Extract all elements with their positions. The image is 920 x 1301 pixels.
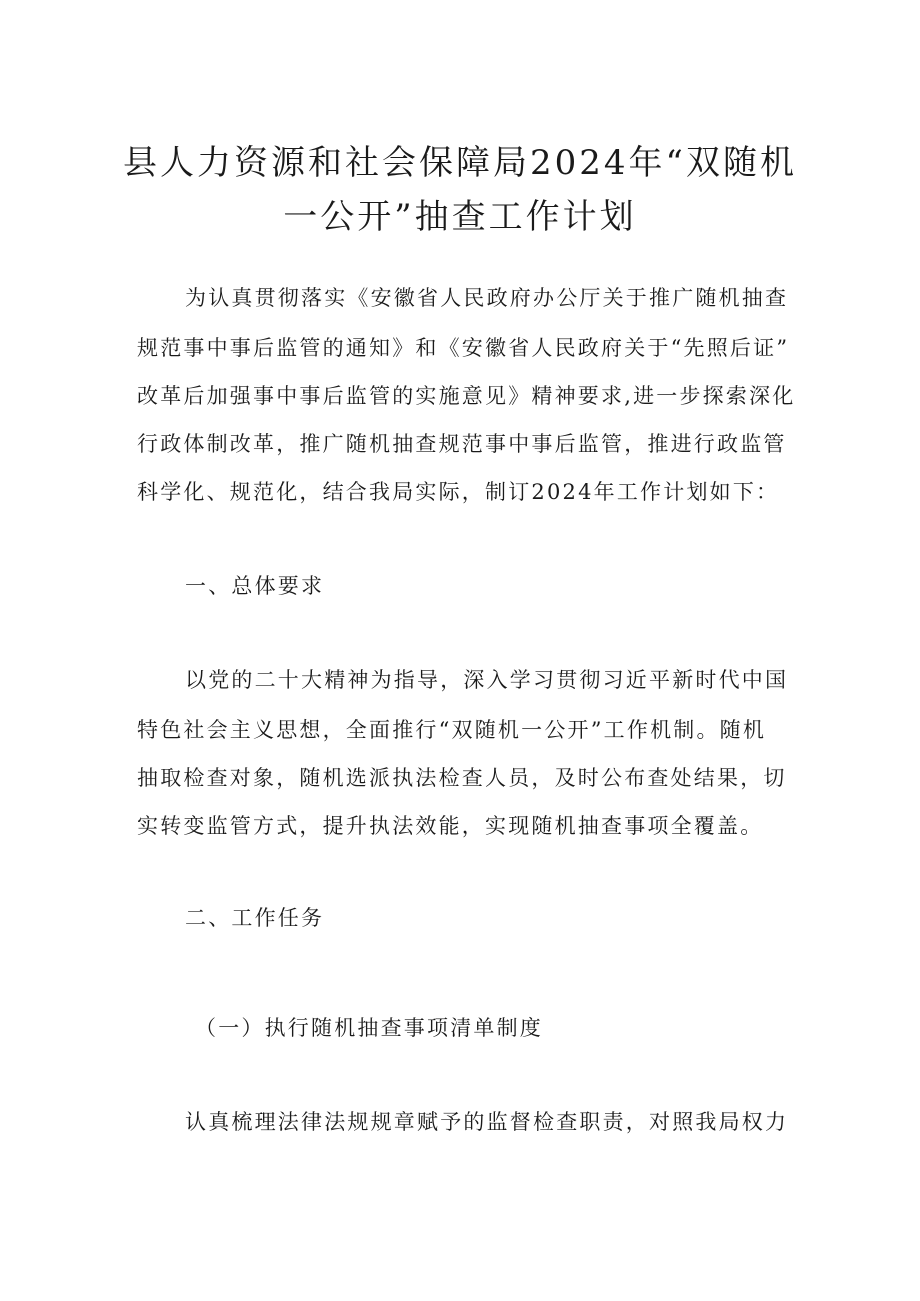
document-title-line-1: 县人力资源和社会保障局2024年“双随机 xyxy=(123,143,797,183)
section1-paragraph-line: 特色社会主义思想，全面推行“双随机一公开”工作机制。随机 xyxy=(137,718,767,742)
section1-paragraph-line: 实转变监管方式，提升执法效能，实现随机抽查事项全覆盖。 xyxy=(137,814,764,838)
intro-paragraph-line: 科学化、规范化，结合我局实际，制订2024年工作计划如下： xyxy=(137,480,780,504)
section1-paragraph-line: 以党的二十大精神为指导，深入学习贯彻习近平新时代中国 xyxy=(185,668,789,692)
section-heading-work-tasks: 二、工作任务 xyxy=(185,906,325,930)
intro-paragraph-line: 规范事中事后监管的通知》和《安徽省人民政府关于“先照后证” xyxy=(137,336,790,360)
intro-paragraph-line: 行政体制改革，推广随机抽查规范事中事后监管，推进行政监管 xyxy=(137,432,787,456)
subsection-heading-checklist-system: （一）执行随机抽查事项清单制度 xyxy=(195,1016,543,1040)
document-title-line-2: 一公开”抽查工作计划 xyxy=(283,197,637,237)
section1-paragraph-line: 抽取检查对象，随机选派执法检查人员，及时公布查处结果，切 xyxy=(137,766,787,790)
intro-paragraph-line: 改革后加强事中事后监管的实施意见》精神要求,进一步探索深化 xyxy=(137,384,796,408)
intro-paragraph-line: 为认真贯彻落实《安徽省人民政府办公厅关于推广随机抽查 xyxy=(185,286,789,310)
subsection1-paragraph-line: 认真梳理法律法规规章赋予的监督检查职责，对照我局权力 xyxy=(185,1110,789,1134)
section-heading-general-requirements: 一、总体要求 xyxy=(185,574,325,598)
